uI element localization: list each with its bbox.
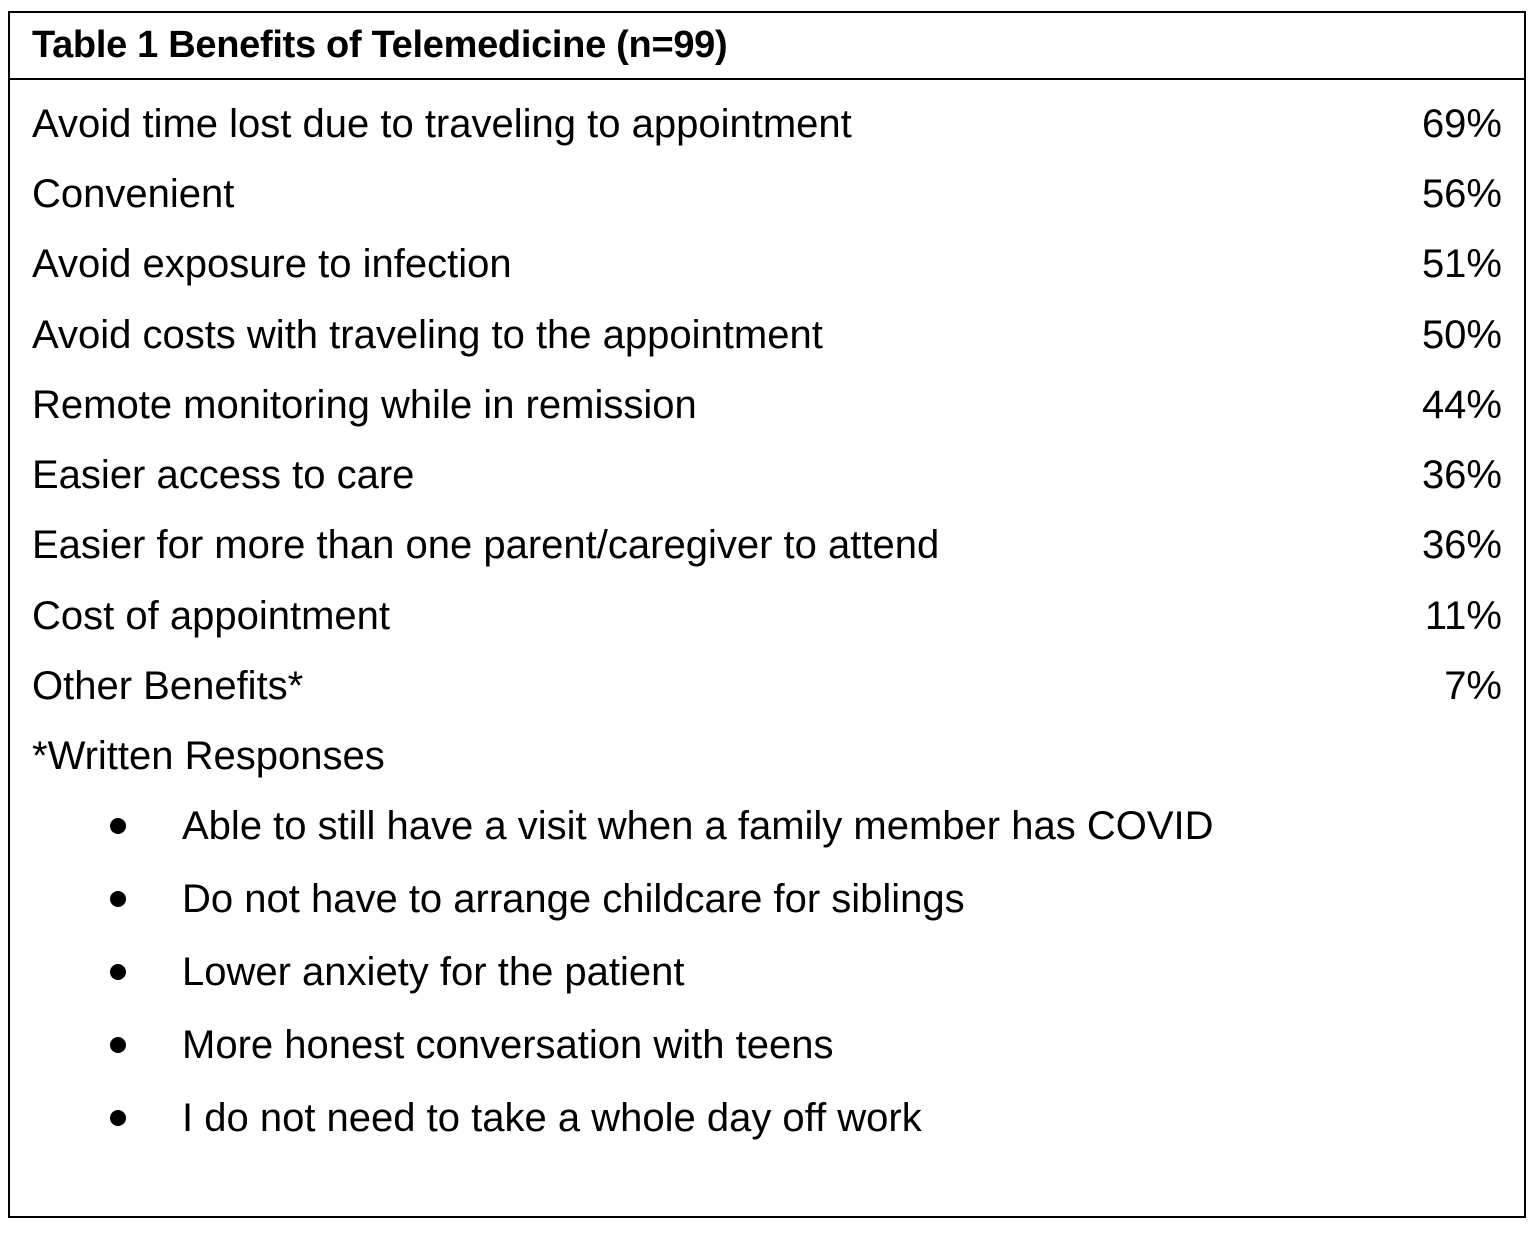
row-label: Remote monitoring while in remission: [32, 382, 697, 427]
response-text: Lower anxiety for the patient: [182, 949, 685, 994]
list-item: [10, 865, 1232, 934]
list-item: [10, 1011, 1232, 1080]
bullet-icon: [110, 1110, 126, 1126]
table-row: [10, 300, 1524, 370]
list-item: [10, 1084, 1232, 1153]
row-value: 36%: [1421, 453, 1502, 498]
table-row: [10, 651, 1524, 721]
response-text: Able to still have a visit when a family member has COVID: [182, 803, 1214, 848]
response-text: I do not need to take a whole day off work: [182, 1095, 922, 1140]
row-label: Easier for more than one parent/caregiver to attend: [32, 523, 940, 568]
table-row: [10, 440, 1524, 510]
row-label: Avoid time lost due to traveling to appointment: [32, 101, 852, 146]
response-text: Do not have to arrange childcare for siblings: [182, 876, 965, 921]
bullet-icon: [110, 1037, 126, 1053]
table-title: Table 1 Benefits of Telemedicine (n=99): [32, 24, 728, 66]
row-value: 44%: [1421, 382, 1502, 427]
row-value: 7%: [1444, 664, 1502, 709]
table-row: [10, 581, 1524, 651]
table-row: [10, 89, 1524, 159]
row-label: Convenient: [32, 171, 235, 216]
response-text: More honest conversation with teens: [182, 1022, 834, 1067]
table-row: [10, 511, 1524, 581]
written-responses-list: [10, 792, 1524, 1153]
row-label: Avoid costs with traveling to the appointment: [32, 312, 823, 357]
list-item: [10, 792, 1232, 861]
bullet-icon: [110, 891, 126, 907]
row-value: 69%: [1421, 101, 1502, 146]
row-value: 11%: [1424, 593, 1502, 638]
row-value: 51%: [1421, 242, 1502, 287]
list-item: [10, 938, 1232, 1007]
table-title-row: [10, 13, 1524, 80]
row-value: 36%: [1421, 523, 1502, 568]
benefits-table: [8, 11, 1526, 1218]
row-label: Cost of appointment: [32, 593, 390, 638]
bullet-icon: [110, 818, 126, 834]
table-row: [10, 370, 1524, 440]
row-label: Other Benefits*: [32, 664, 304, 709]
row-label: Easier access to care: [32, 453, 415, 498]
table-row: [10, 159, 1524, 229]
table-rows: [10, 80, 1524, 1153]
row-value: 50%: [1421, 312, 1502, 357]
row-label: Avoid exposure to infection: [32, 242, 512, 287]
row-value: 56%: [1421, 171, 1502, 216]
bullet-icon: [110, 964, 126, 980]
written-responses-heading: *Written Responses: [32, 734, 385, 779]
table-row: [10, 230, 1524, 300]
